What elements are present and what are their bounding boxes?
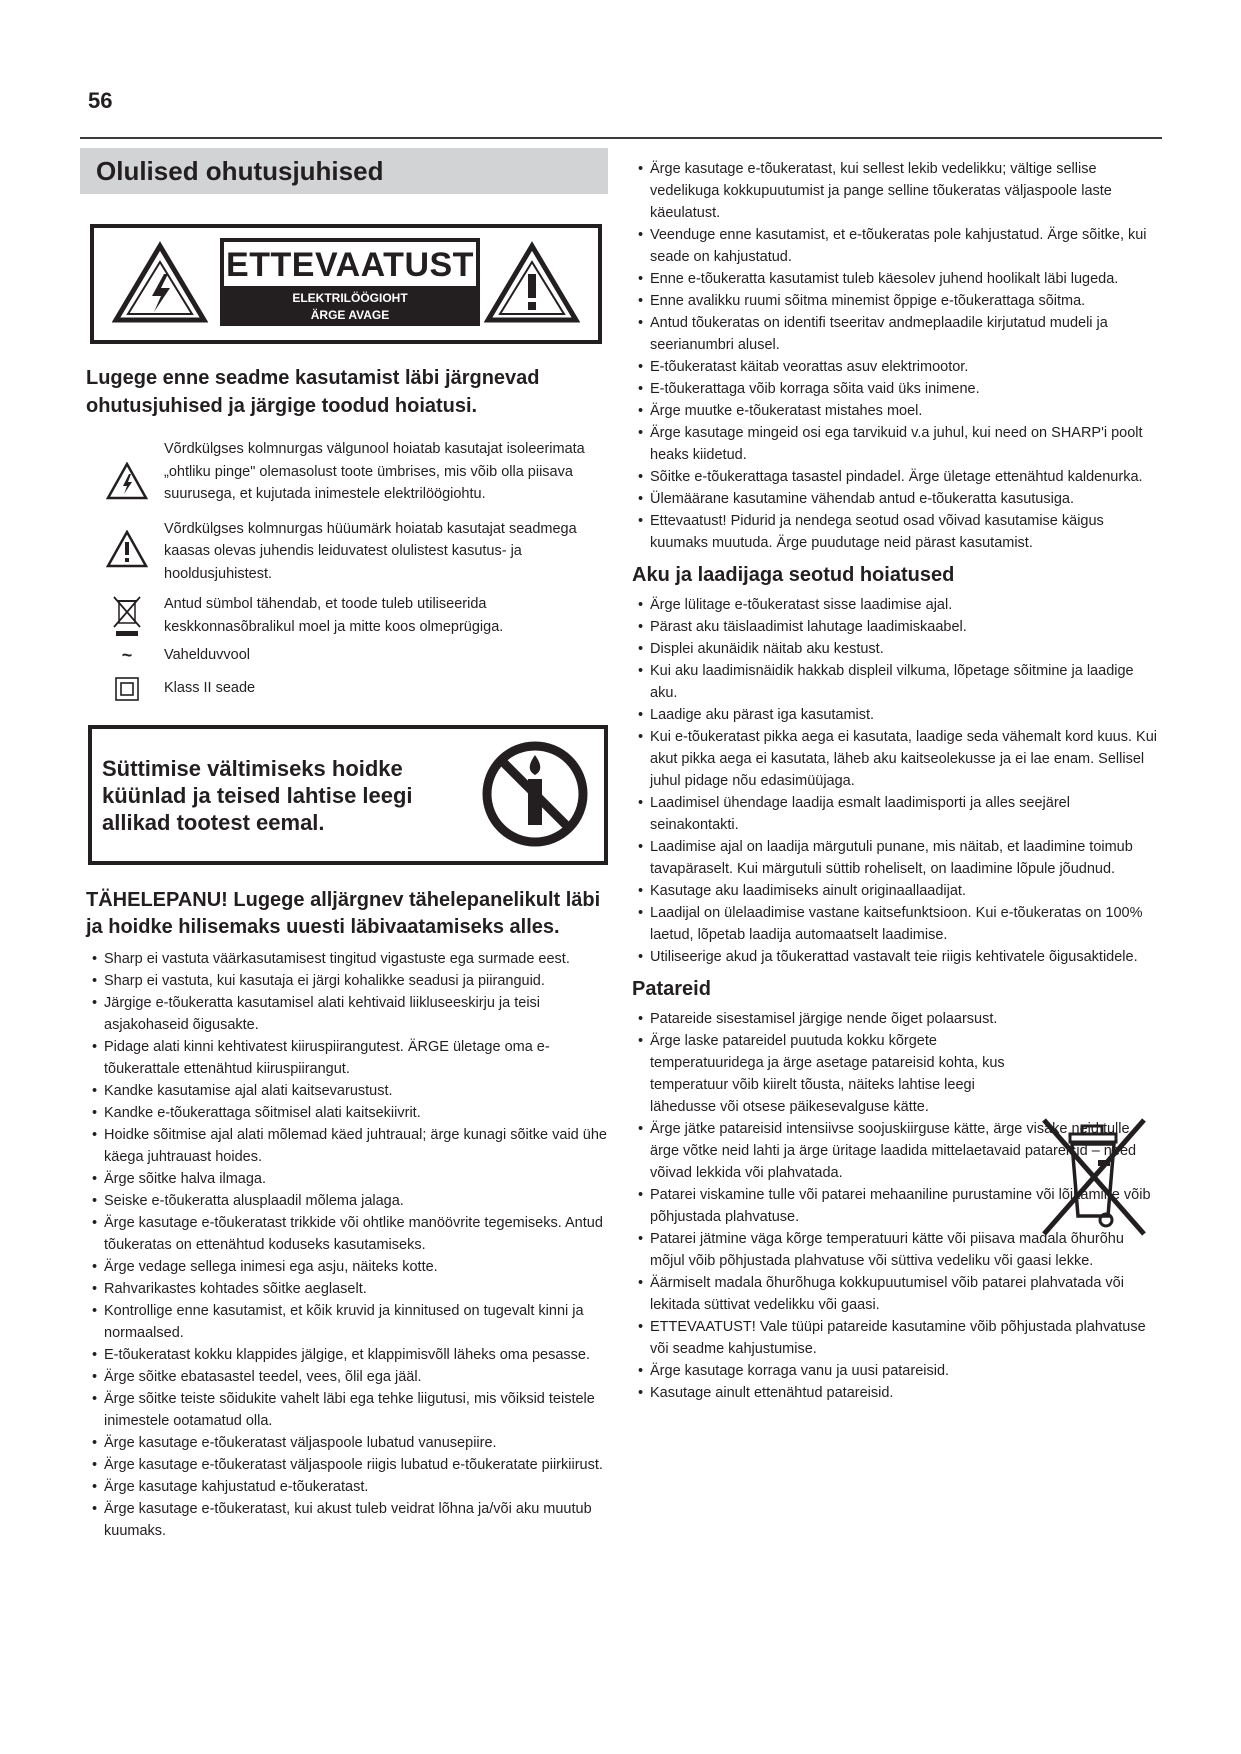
list-item: • Äärmiselt madala õhurõhuga kokkupuutumisel võib patarei plahvatada või lekitada süttivat vedelikku või gaasi. bbox=[632, 1272, 1162, 1316]
no-open-flame-icon bbox=[480, 739, 590, 849]
symbol-row bbox=[90, 438, 608, 506]
list-item: • Laadimise ajal on laadija märgutuli punane, mis näitab, et laadimine toimub tavapäraselt. Kui märgutuli süttib roheliselt, on laadimine lõpule jõudnud. bbox=[632, 836, 1162, 880]
notice-heading: TÄHELEPANU! Lugege alljärgnev tähelepanelikult läbi ja hoidke hilisemaks uuesti läbivaatamiseks alles. bbox=[86, 888, 601, 938]
lightning-triangle-icon bbox=[106, 462, 148, 500]
general-list bbox=[632, 158, 1162, 554]
lead-warning: Lugege enne seadme kasutamist läbi järgnevad ohutusjuhised ja järgige toodud hoiatusi. bbox=[86, 367, 540, 417]
lightning-triangle-icon bbox=[112, 240, 208, 324]
exclamation-triangle-icon bbox=[106, 530, 148, 568]
left-column bbox=[80, 148, 608, 1542]
list-item: • E-tõukerattaga võib korraga sõita vaid üks inimene. bbox=[632, 378, 1162, 400]
symbol-text: Vahelduvvool bbox=[164, 647, 250, 663]
list-item: • E-tõukeratast kokku klappides jälgige, et klappimisvõll läheks oma pesasse. bbox=[86, 1344, 608, 1366]
list-item: • Kasutage aku laadimiseks ainult originaallaadijat. bbox=[632, 880, 1162, 902]
fire-warning-box bbox=[88, 725, 608, 865]
list-item: • Ettevaatust! Pidurid ja nendega seotud osad võivad kasutamise käigus kuumaks muutuda. Ärge puudutage neid pärast kasutamist. bbox=[632, 510, 1162, 554]
list-item: • Patareide sisestamisel järgige nende õiget polaarsust. bbox=[632, 1008, 1030, 1030]
list-item: • Ärge sõitke ebatasastel teedel, vees, õlil ega jääl. bbox=[86, 1366, 608, 1388]
list-item: • Veenduge enne kasutamist, et e-tõukeratas pole kahjustatud. Ärge sõitke, kui seade on kahjustatud. bbox=[632, 224, 1162, 268]
list-item: • Sharp ei vastuta väärkasutamisest tingitud vigastuste ega surmade eest. bbox=[86, 948, 608, 970]
crossed-bin-icon bbox=[112, 593, 142, 637]
list-item: • Hoidke sõitmise ajal alati mõlemad käed juhtraual; ärge kunagi sõitke vaid ühe käega juhtrauast hoides. bbox=[86, 1124, 608, 1168]
list-item: • Antud tõukeratas on identifi tseeritav andmeplaadile kirjutatud mudeli ja seerianumbri alusel. bbox=[632, 312, 1162, 356]
list-item: • Laadige aku pärast iga kasutamist. bbox=[632, 704, 1162, 726]
list-item: • Pidage alati kinni kehtivatest kiiruspiirangutest. ÄRGE ületage oma e-tõukerattale ettenähtud kiiruspiirangut. bbox=[86, 1036, 608, 1080]
symbol-text: Võrdkülgses kolmnurgas hüüumärk hoiatab kasutajat seadmega kaasas olevas juhendis leiduvatest olulistest kasutus- ja hooldusjuhistest. bbox=[164, 520, 577, 582]
battery-heading: Aku ja laadijaga seotud hoiatused bbox=[632, 564, 955, 586]
list-item: • Ärge kasutage e-tõukeratast väljaspoole lubatud vanusepiire. bbox=[86, 1432, 608, 1454]
list-item: • Ülemäärane kasutamine vähendab antud e-tõukeratta kasutusiga. bbox=[632, 488, 1162, 510]
batteries-heading: Patareid bbox=[632, 978, 711, 1000]
header-rule bbox=[80, 137, 1162, 139]
symbol-row bbox=[90, 644, 608, 667]
list-item: • Enne avalikku ruumi sõitma minemist õppige e-tõukerattaga sõitma. bbox=[632, 290, 1162, 312]
symbol-text: Antud sümbol tähendab, et toode tuleb utiliseerida keskkonnasõbralikul moel ja mitte koos olmeprügiga. bbox=[164, 596, 504, 635]
list-item: • Ärge kasutage korraga vanu ja uusi patareisid. bbox=[632, 1360, 1162, 1382]
list-item: • Ärge kasutage e-tõukeratast trikkide või ohtlike manöövrite tegemiseks. Antud tõukeratas on ettenähtud koduseks kasutamiseks. bbox=[86, 1212, 608, 1256]
list-item: • Sharp ei vastuta, kui kasutaja ei järgi kohalikke seadusi ja piiranguid. bbox=[86, 970, 608, 992]
crossed-wheelie-bin-icon bbox=[1030, 1112, 1154, 1242]
notice-list bbox=[86, 948, 608, 1542]
list-item: • Rahvarikastes kohtades sõitke aeglaselt. bbox=[86, 1278, 608, 1300]
list-item: • Ärge kasutage e-tõukeratast, kui akust tuleb veidrat lõhna ja/või aku muutub kuumaks. bbox=[86, 1498, 608, 1542]
list-item: • Ärge muutke e-tõukeratast mistahes moel. bbox=[632, 400, 1162, 422]
list-item: • Pärast aku täislaadimist lahutage laadimiskaabel. bbox=[632, 616, 1162, 638]
list-item: • Sõitke e-tõukerattaga tasastel pindadel. Ärge ületage ettenähtud kaldenurka. bbox=[632, 466, 1162, 488]
list-item: • Kandke e-tõukerattaga sõitmisel alati kaitsekiivrit. bbox=[86, 1102, 608, 1124]
symbol-row bbox=[90, 593, 608, 638]
caution-panel bbox=[220, 238, 480, 326]
list-item: • Ärge kasutage kahjustatud e-tõukeratast. bbox=[86, 1476, 608, 1498]
list-item: • Seiske e-tõukeratta alusplaadil mõlema jalaga. bbox=[86, 1190, 608, 1212]
list-item: • E-tõukeratast käitab veorattas asuv elektrimootor. bbox=[632, 356, 1162, 378]
list-item: • Ärge kasutage e-tõukeratast väljaspoole riigis lubatud e-tõukeratate piirkiirust. bbox=[86, 1454, 608, 1476]
list-item: • Ärge kasutage mingeid osi ega tarvikuid v.a juhul, kui need on SHARP'i poolt heaks kiidetud. bbox=[632, 422, 1162, 466]
section-title: Olulised ohutusjuhised bbox=[80, 148, 608, 194]
list-item: • Kandke kasutamise ajal alati kaitsevarustust. bbox=[86, 1080, 608, 1102]
list-item: • Kui e-tõukeratast pikka aega ei kasutata, laadige seda vähemalt kord kuus. Kui akut pikka aega ei kasutata, läheb aku kaitseolekusse ja ei lae enam. Sellisel juhul pidage nõu edasimüüjaga. bbox=[632, 726, 1162, 792]
symbol-text: Klass II seade bbox=[164, 679, 256, 696]
list-item: • Patarei viskamine tulle või patarei mehaaniline purustamine või lõikamine võib põhjustada plahvatuse. bbox=[632, 1184, 1162, 1228]
list-item: • Ärge vedage sellega inimesi ega asju, näiteks kotte. bbox=[86, 1256, 608, 1278]
list-item: • Ärge jätke patareisid intensiivse soojuskiirguse kätte, ärge visake neid tulle, ärge võtke neid lahti ja ärge üritage laadida mittelaetavaid patareisid – need võivad lekkida või plahvatada. bbox=[632, 1118, 1162, 1184]
page-number: 56 bbox=[88, 88, 113, 113]
tilde-icon: ~ bbox=[121, 645, 133, 665]
caution-label bbox=[90, 224, 602, 344]
battery-list bbox=[632, 594, 1162, 968]
symbol-row bbox=[90, 677, 608, 701]
list-item: • Laadimisel ühendage laadija esmalt laadimisporti ja alles seejärel seinakontakti. bbox=[632, 792, 1162, 836]
double-square-icon bbox=[115, 677, 139, 701]
exclamation-triangle-icon bbox=[484, 240, 580, 324]
list-item: • Ärge sõitke teiste sõidukite vahelt läbi ega tehke liigutusi, mis võiksid teistele inimestele ootamatud olla. bbox=[86, 1388, 608, 1432]
list-item: • Ärge laske patareidel puutuda kokku kõrgete temperatuuridega ja ärge asetage patareisid kohta, kus temperatuur võib kiirelt tõusta, näiteks lahtise leegi lähedusse või otsese päikesevalguse kätte. bbox=[632, 1030, 1030, 1118]
caution-line1: ELEKTRILÖÖGIOHT bbox=[292, 291, 408, 305]
list-item: • Kui aku laadimisnäidik hakkab displeil vilkuma, lõpetage sõitmine ja laadige aku. bbox=[632, 660, 1162, 704]
caution-title: ETTEVAATUST bbox=[224, 242, 476, 286]
list-item: • Ärge kasutage e-tõukeratast, kui sellest lekib vedelikku; vältige sellise vedelikuga kokkupuutumist ja pange selline tõukeratas väljaspoole laste käeulatust. bbox=[632, 158, 1162, 224]
list-item: • Patarei jätmine väga kõrge temperatuuri kätte või piisava madala õhurõhu mõjul võib põhjustada plahvatuse või süttiva vedeliku või gaasi lekke. bbox=[632, 1228, 1162, 1272]
list-item: • Kontrollige enne kasutamist, et kõik kruvid ja kinnitused on tugevalt kinni ja normaalsed. bbox=[86, 1300, 608, 1344]
list-item: • Ärge lülitage e-tõukeratast sisse laadimise ajal. bbox=[632, 594, 1162, 616]
symbol-text: Võrdkülgses kolmnurgas välgunool hoiatab kasutajat isoleerimata „ohtliku pinge" olemasolust toote ümbrises, mis võib olla piisava suurusega, et kujutada inimestele elektrilöögiohtu. bbox=[164, 441, 585, 502]
list-item: • Ärge sõitke halva ilmaga. bbox=[86, 1168, 608, 1190]
list-item: • Laadijal on ülelaadimise vastane kaitsefunktsioon. Kui e-tõukeratas on 100% laetud, lõpetab laadija automaatselt laadimise. bbox=[632, 902, 1162, 946]
list-item: • Enne e-tõukeratta kasutamist tuleb käesolev juhend hoolikalt läbi lugeda. bbox=[632, 268, 1162, 290]
caution-line2: ÄRGE AVAGE bbox=[310, 308, 390, 322]
list-item: • Utiliseerige akud ja tõukerattad vastavalt teie riigis kehtivatele õigusaktidele. bbox=[632, 946, 1162, 968]
list-item: • Järgige e-tõukeratta kasutamisel alati kehtivaid liikluseeskirju ja teisi asjakohaseid õigusakte. bbox=[86, 992, 608, 1036]
symbol-row bbox=[90, 518, 608, 586]
list-item: • ETTEVAATUST! Vale tüüpi patareide kasutamine võib põhjustada plahvatuse või seadme kahjustumise. bbox=[632, 1316, 1162, 1360]
list-item: • Displei akunäidik näitab aku kestust. bbox=[632, 638, 1162, 660]
fire-warning-text: Süttimise vältimiseks hoidke küünlad ja teised lahtise leegi allikad tootest eemal. bbox=[102, 755, 413, 835]
list-item: • Kasutage ainult ettenähtud patareisid. bbox=[632, 1382, 1162, 1404]
